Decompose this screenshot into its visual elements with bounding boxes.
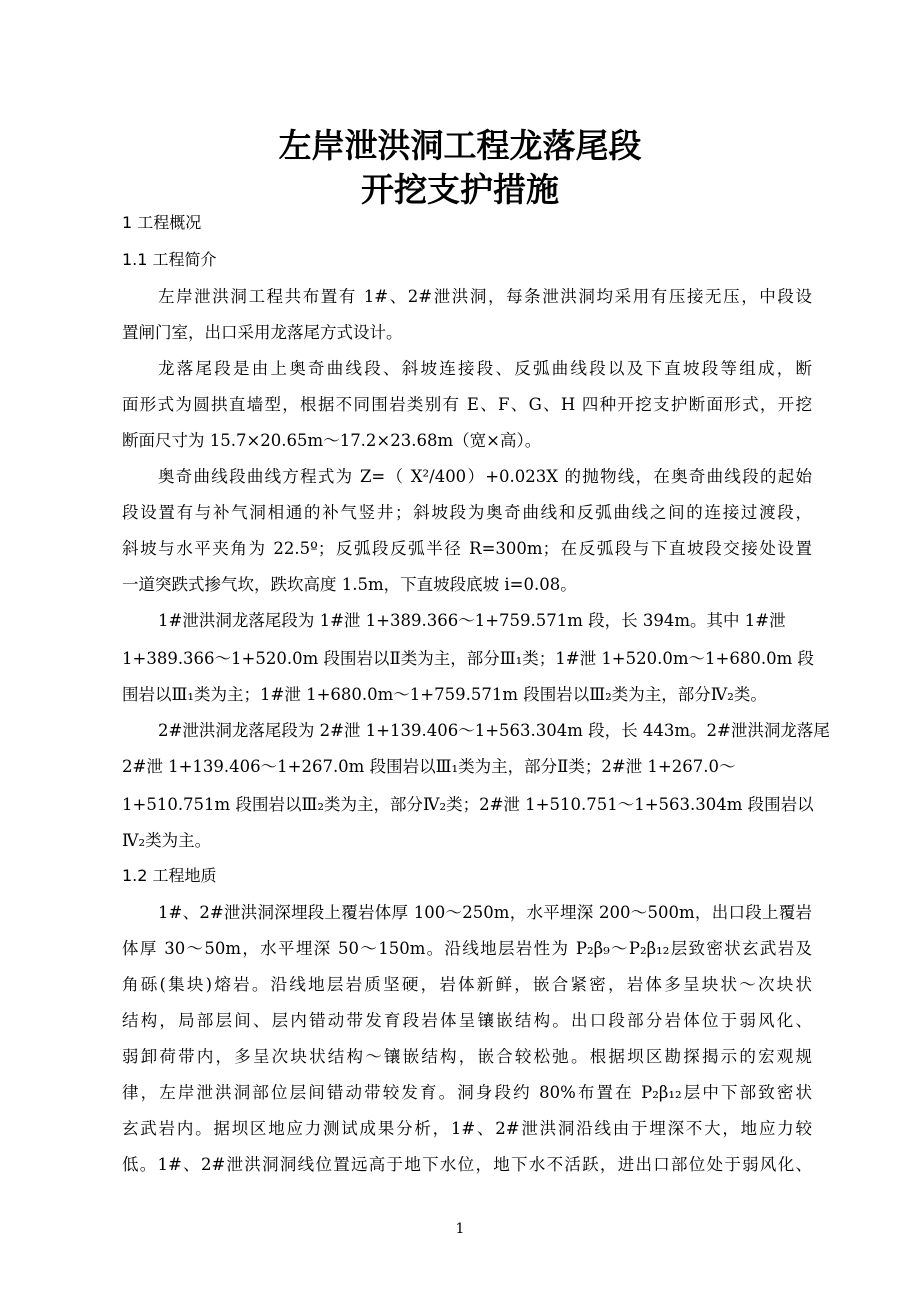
paragraph-line: 断面尺寸为 15.7×20.65m～17.2×23.68m（宽×高）。 bbox=[122, 431, 542, 450]
paragraph-line: 1#泄洪洞龙落尾段为 1#泄 1+389.366～1+759.571m 段，长 394m。其中 1#泄 bbox=[158, 611, 786, 630]
paragraph-line: 段设置有与补气洞相通的补气竖井；斜坡段为奥奇曲线和反弧曲线之间的连接过渡段， bbox=[122, 503, 812, 522]
paragraph-line: 斜坡与水平夹角为 22.5º；反弧段反弧半径 R=300m；在反弧段与下直坡段交接处设置 bbox=[122, 539, 812, 558]
paragraph-line: Ⅳ₂类为主。 bbox=[122, 831, 212, 850]
paragraph-line: 一道突跌式掺气坎，跌坎高度 1.5m，下直坡段底坡 i=0.08。 bbox=[122, 575, 577, 594]
paragraph-line: 低。1#、2#泄洪洞洞线位置远高于地下水位，地下水不活跃，进出口部位处于弱风化、 bbox=[122, 1155, 812, 1174]
paragraph-line: 围岩以Ⅲ₁类为主；1#泄 1+680.0m～1+759.571m 段围岩以Ⅲ₂类为主，部分Ⅳ₂类。 bbox=[122, 685, 767, 704]
document-title-line-1: 左岸泄洪洞工程龙落尾段 bbox=[278, 126, 642, 165]
page-number: 1 bbox=[455, 1221, 465, 1237]
paragraph-line: 龙落尾段是由上奥奇曲线段、斜坡连接段、反弧曲线段以及下直坡段等组成，断 bbox=[158, 359, 812, 378]
document-title-line-2: 开挖支护措施 bbox=[361, 170, 559, 209]
paragraph-line: 2#泄 1+139.406～1+267.0m 段围岩以Ⅲ₁类为主，部分Ⅱ类；2#泄 1+267.0～ bbox=[122, 757, 736, 776]
paragraph-line: 角砾(集块)熔岩。沿线地层岩质坚硬，岩体新鲜，嵌合紧密，岩体多呈块状～次块状 bbox=[122, 975, 812, 994]
paragraph-line: 弱卸荷带内，多呈次块状结构～镶嵌结构，嵌合较松弛。根据坝区勘探揭示的宏观规 bbox=[122, 1047, 812, 1066]
section-heading-1-2: 1.2 工程地质 bbox=[122, 866, 217, 885]
paragraph-line: 面形式为圆拱直墙型，根据不同围岩类别有 E、F、G、H 四种开挖支护断面形式，开挖 bbox=[122, 395, 812, 414]
paragraph-line: 体厚 30～50m，水平埋深 50～150m。沿线地层岩性为 P₂β₉～P₂β₁₂层致密状玄武岩及 bbox=[122, 939, 812, 958]
paragraph-line: 置闸门室，出口采用龙落尾方式设计。 bbox=[122, 323, 403, 342]
section-heading-1-1: 1.1 工程简介 bbox=[122, 250, 217, 269]
section-heading-1: 1 工程概况 bbox=[122, 213, 202, 232]
paragraph-line: 1+510.751m 段围岩以Ⅲ₂类为主，部分Ⅳ₂类；2#泄 1+510.751～1+563.304m 段围岩以 bbox=[122, 795, 814, 814]
paragraph-line: 2#泄洪洞龙落尾段为 2#泄 1+139.406～1+563.304m 段，长 443m。2#泄洪洞龙落尾 bbox=[158, 721, 830, 740]
paragraph-line: 玄武岩内。据坝区地应力测试成果分析，1#、2#泄洪洞沿线由于埋深不大，地应力较 bbox=[122, 1119, 812, 1138]
paragraph-line: 奥奇曲线段曲线方程式为 Z=（ X²/400）+0.023X 的抛物线，在奥奇曲线段的起始 bbox=[158, 467, 812, 486]
paragraph-line: 1+389.366～1+520.0m 段围岩以Ⅱ类为主，部分Ⅲ₁类；1#泄 1+520.0m～1+680.0m 段 bbox=[122, 649, 814, 668]
paragraph-line: 律，左岸泄洪洞部位层间错动带较发育。洞身段约 80%布置在 P₂β₁₂层中下部致密状 bbox=[122, 1083, 812, 1102]
paragraph-line: 左岸泄洪洞工程共布置有 1#、2#泄洪洞，每条泄洪洞均采用有压接无压，中段设 bbox=[158, 287, 812, 306]
paragraph-line: 1#、2#泄洪洞深埋段上覆岩体厚 100～250m，水平埋深 200～500m，出口段上覆岩 bbox=[158, 903, 812, 922]
paragraph-line: 结构，局部层间、层内错动带发育段岩体呈镶嵌结构。出口段部分岩体位于弱风化、 bbox=[122, 1011, 812, 1030]
